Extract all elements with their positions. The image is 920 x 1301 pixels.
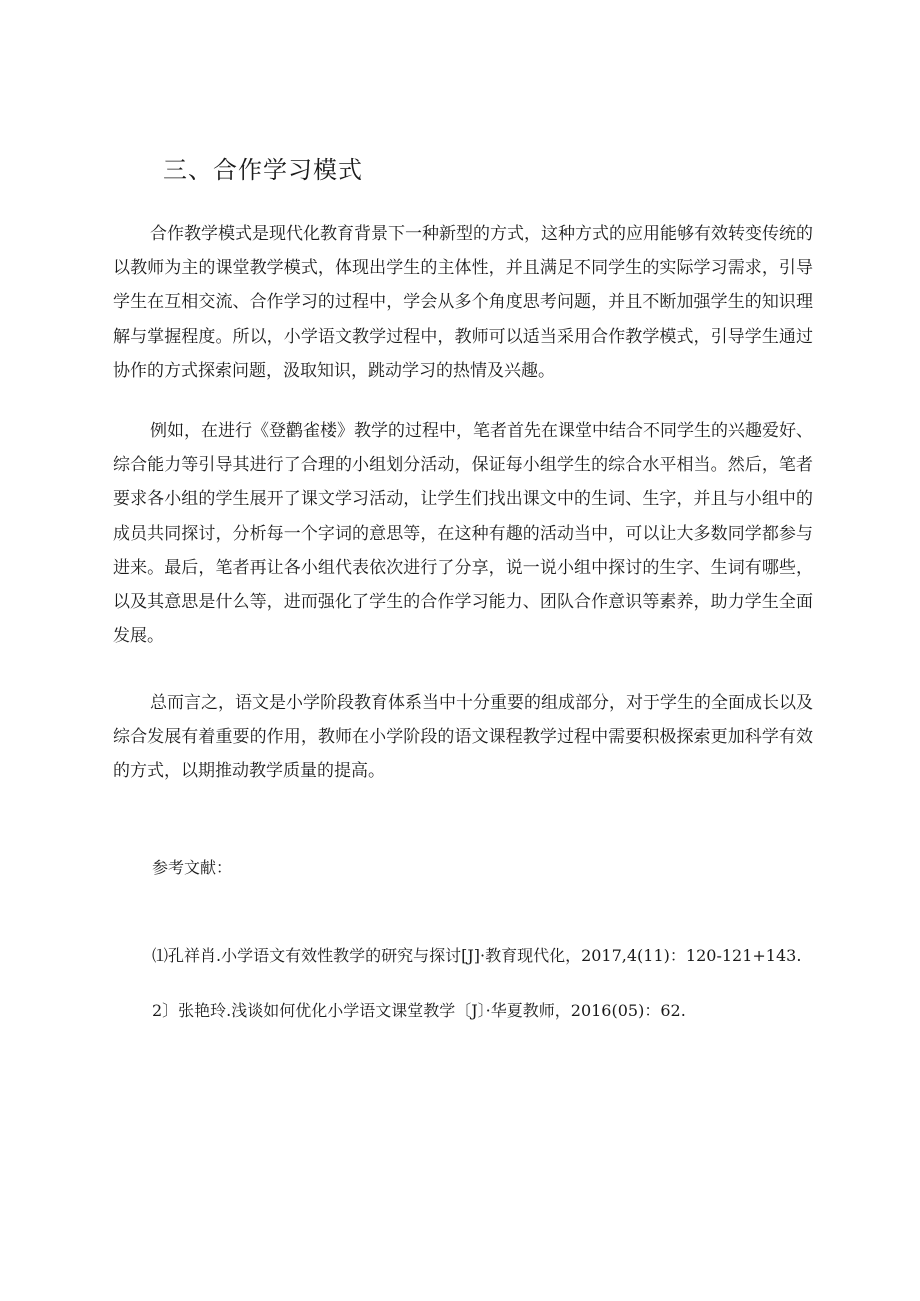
references-title: 参考文献： [152,858,233,877]
section-heading: 三、合作学习模式 [163,156,363,184]
reference-item-2: 2〕张艳玲.浅谈如何优化小学语文课堂教学〔J〕·华夏教师，2016(05)：62. [152,1001,686,1020]
paragraph-2: 例如，在进行《登鹳雀楼》教学的过程中，笔者首先在课堂中结合不同学生的兴趣爱好、综合能力等引导其进行了合理的小组划分活动，保证每小组学生的综合水平相当。然后，笔者要求各小组的学生展开了课文学习活动，让学生们找出课文中的生词、生字，并且与小组中的成员共同探讨，分析每一个字词的意思等，在这种有趣的活动当中，可以让大多数同学都参与进来。最后，笔者再让各小组代表依次进行了分享，说一说小组中探讨的生字、生词有哪些，以及其意思是什么等，进而强化了学生的合作学习能力、团队合作意识等素养，助力学生全面发展。 [113,421,813,647]
reference-item-1: ⑴孔祥肖.小学语文有效性教学的研究与探讨[J]·教育现代化，2017,4(11)：120-121+143. [152,946,802,965]
paragraph-1: 合作教学模式是现代化教育背景下一种新型的方式，这种方式的应用能够有效转变传统的以教师为主的课堂教学模式，体现出学生的主体性，并且满足不同学生的实际学习需求，引导学生在互相交流、合作学习的过程中，学会从多个角度思考问题，并且不断加强学生的知识理解与掌握程度。所以，小学语文教学过程中，教师可以适当采用合作教学模式，引导学生通过协作的方式探索问题，汲取知识，跳动学习的热情及兴趣。 [113,224,813,381]
paragraph-3: 总而言之，语文是小学阶段教育体系当中十分重要的组成部分，对于学生的全面成长以及综合发展有着重要的作用，教师在小学阶段的语文课程教学过程中需要积极探索更加科学有效的方式，以期推动教学质量的提高。 [113,693,813,782]
